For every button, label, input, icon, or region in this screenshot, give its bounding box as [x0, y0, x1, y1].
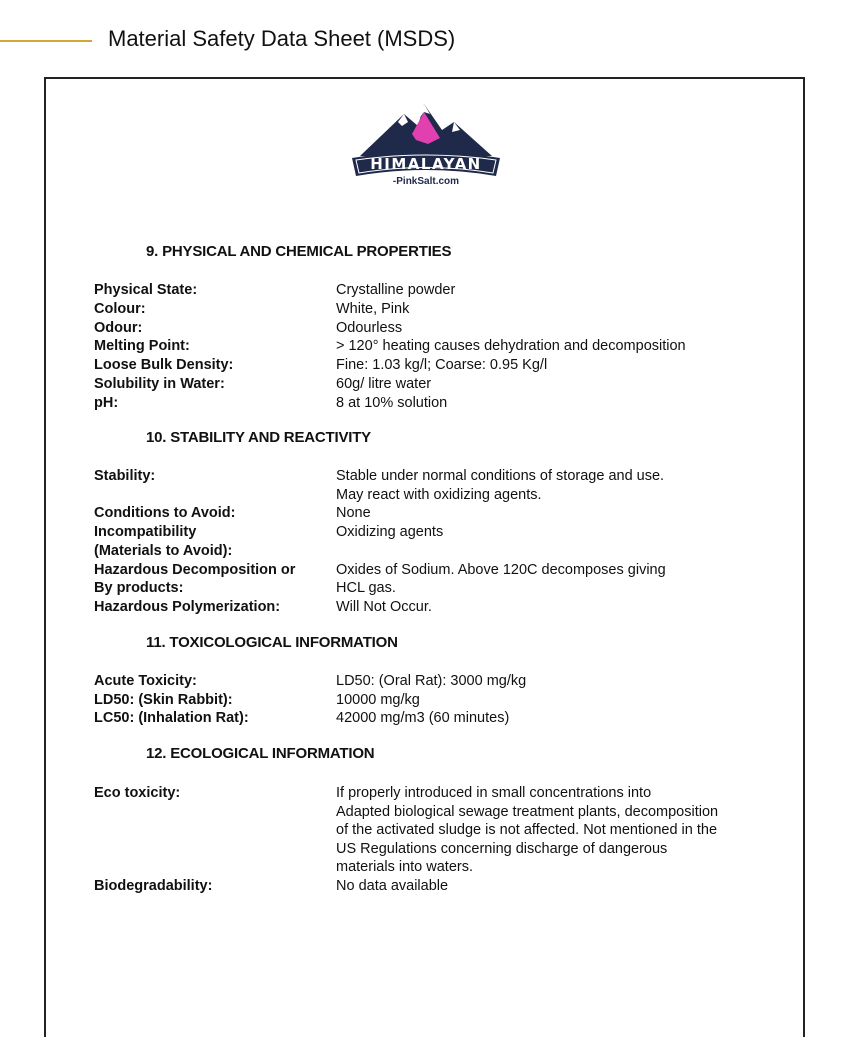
property-value-line: No data available	[336, 878, 449, 894]
property-label: LD50: (Skin Rabbit):	[94, 691, 233, 708]
property-label: Acute Toxicity:	[94, 673, 197, 689]
property-value-line: None	[336, 505, 371, 522]
property-label: LC50: (Inhalation Rat):	[94, 710, 249, 727]
property-value-line: Oxides of Sodium. Above 120C decomposes giving	[336, 561, 666, 578]
property-value: LD50: (Oral Rat): 3000 mg/kg	[336, 673, 527, 689]
property-value: 10000 mg/kg	[336, 691, 420, 708]
himalayan-pinksalt-logo	[346, 100, 506, 192]
property-label: pH:	[94, 394, 119, 411]
property-label-line: Hazardous Polymerization:	[94, 598, 281, 615]
property-label-line: By products:	[94, 580, 184, 596]
section-10-title: 10. STABILITY AND REACTIVITY	[146, 429, 371, 446]
property-value-line: Oxidizing agents	[336, 524, 444, 541]
section-11-title: 11. TOXICOLOGICAL INFORMATION	[146, 634, 398, 651]
property-label: Colour:	[94, 300, 146, 317]
property-label-line: (Materials to Avoid):	[94, 542, 233, 559]
property-value: 60g/ litre water	[336, 376, 432, 392]
property-label-line: Biodegradability:	[94, 878, 213, 894]
property-value: Odourless	[336, 319, 403, 336]
property-value	[336, 467, 776, 504]
property-label-line: Hazardous Decomposition or	[94, 561, 296, 578]
property-label	[94, 504, 334, 523]
property-value	[336, 598, 776, 617]
property-label	[94, 598, 334, 617]
property-value: White, Pink	[336, 300, 410, 317]
page-title: Material Safety Data Sheet (MSDS)	[108, 26, 456, 51]
property-value-line: Adapted biological sewage treatment plants, decomposition	[336, 803, 719, 820]
logo-brand-name: HIMALAYAN	[370, 155, 482, 173]
property-value-line: materials into waters.	[336, 859, 473, 875]
property-value	[336, 784, 776, 877]
property-label-line: Incompatibility	[94, 524, 197, 541]
property-label: Physical State:	[94, 282, 198, 298]
header-accent-rule	[0, 40, 92, 42]
property-label	[94, 784, 334, 803]
property-label: Loose Bulk Density:	[94, 357, 234, 374]
property-value	[336, 504, 776, 523]
section-12-title: 12. ECOLOGICAL INFORMATION	[146, 745, 375, 762]
property-value: Fine: 1.03 kg/l; Coarse: 0.95 Kg/l	[336, 357, 548, 374]
property-value-line: of the activated sludge is not affected. Not mentioned in the	[336, 822, 718, 838]
property-value-line: Stable under normal conditions of storage and use.	[336, 468, 665, 484]
property-value-line: HCL gas.	[336, 580, 396, 596]
property-value-line: May react with oxidizing agents.	[336, 486, 542, 503]
section-9-title: 9. PHYSICAL AND CHEMICAL PROPERTIES	[146, 243, 452, 260]
property-label: Solubility in Water:	[94, 376, 225, 392]
property-value	[336, 523, 776, 542]
property-value	[336, 877, 776, 896]
property-label: Melting Point:	[94, 338, 190, 355]
property-label-line: Eco toxicity:	[94, 785, 181, 801]
property-value: Crystalline powder	[336, 282, 456, 298]
property-label	[94, 467, 334, 486]
property-label	[94, 877, 334, 896]
property-value: 42000 mg/m3 (60 minutes)	[336, 710, 510, 727]
property-label	[94, 523, 334, 560]
property-label-line: Stability:	[94, 468, 156, 484]
property-value-line: US Regulations concerning discharge of dangerous	[336, 840, 668, 857]
property-value: 8 at 10% solution	[336, 394, 448, 411]
property-label	[94, 561, 334, 598]
property-label: Odour:	[94, 319, 143, 336]
property-label-line: Conditions to Avoid:	[94, 505, 236, 522]
property-value: > 120° heating causes dehydration and decomposition	[336, 338, 686, 355]
property-value	[336, 561, 776, 598]
logo-domain: -PinkSalt.com	[392, 176, 460, 187]
property-value-line: If properly introduced in small concentrations into	[336, 785, 652, 801]
property-value-line: Will Not Occur.	[336, 598, 432, 615]
